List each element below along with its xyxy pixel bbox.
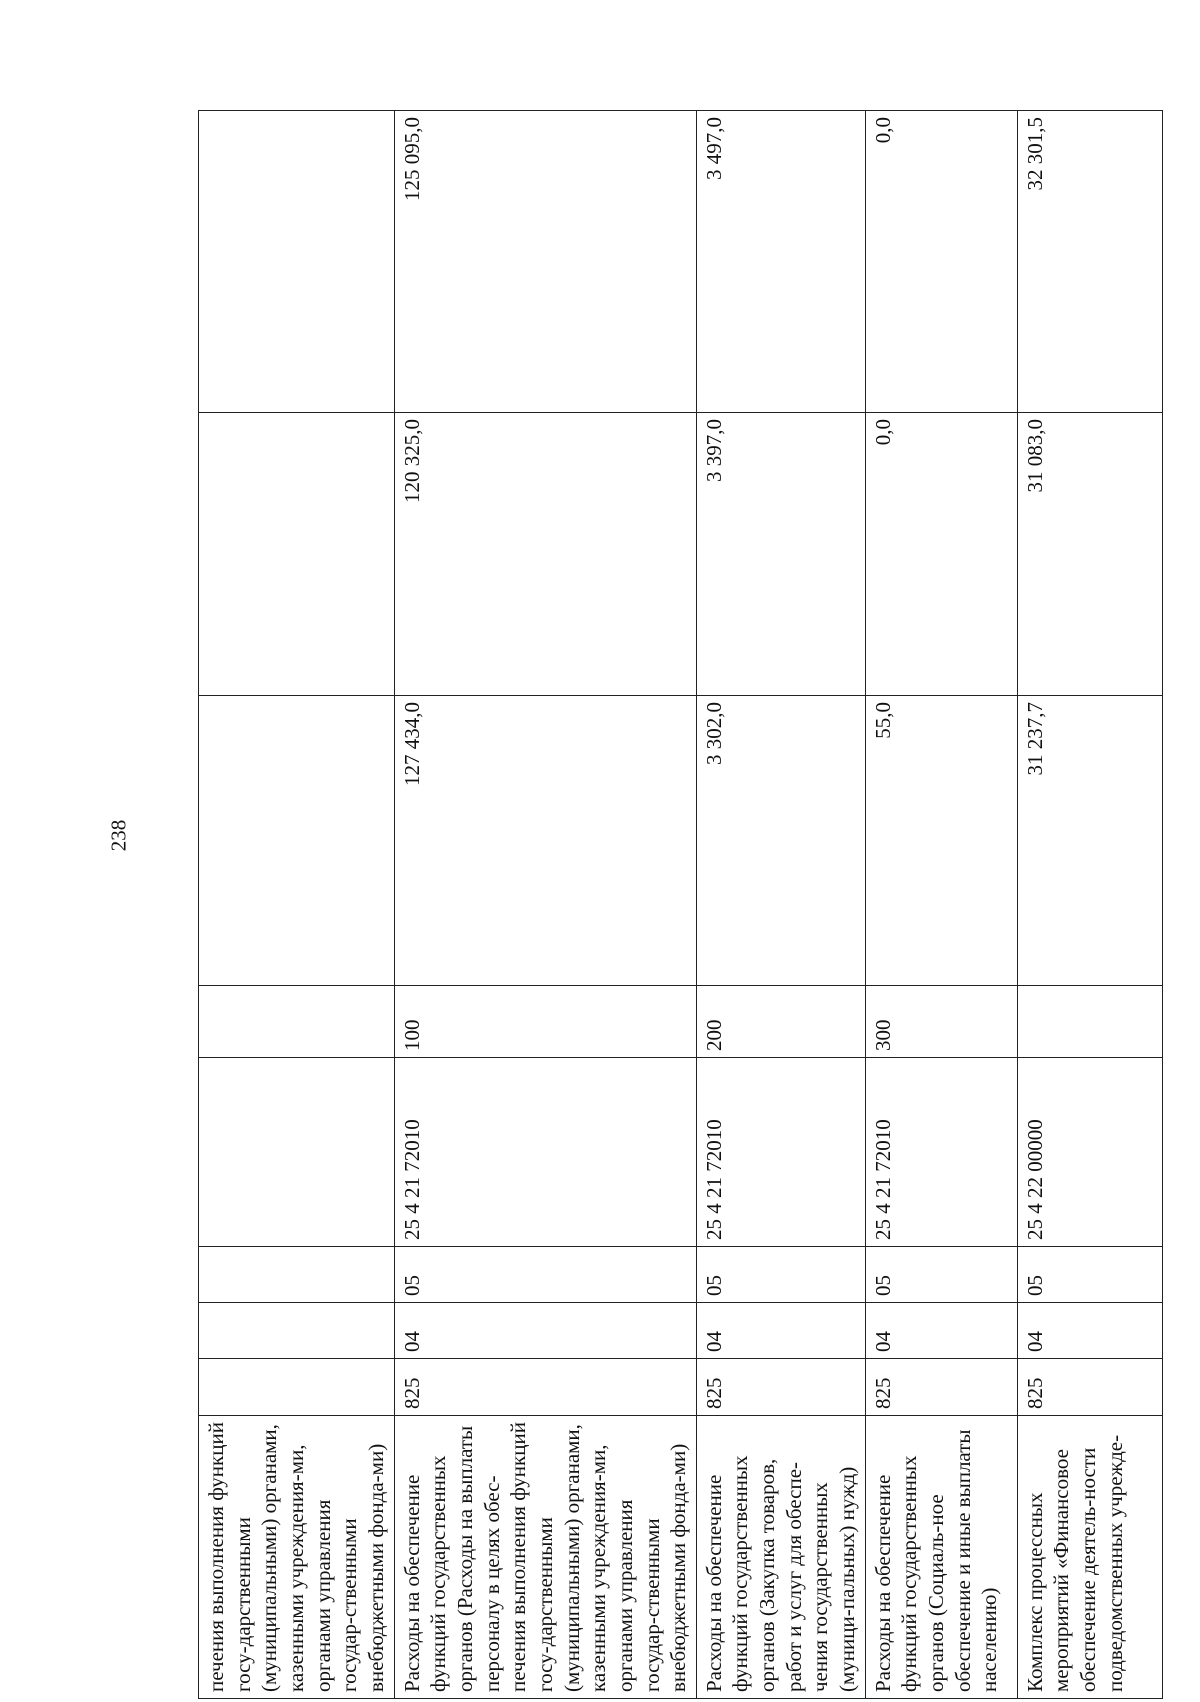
cell-amount-1: 31 237,7 bbox=[1017, 696, 1162, 986]
cell-ministry: 825 bbox=[696, 1359, 865, 1416]
cell-amount-3: 32 301,5 bbox=[1017, 111, 1162, 413]
cell-amount-2: 3 397,0 bbox=[696, 413, 865, 696]
cell-section: 04 bbox=[696, 1303, 865, 1359]
cell-amount-3: 0,0 bbox=[865, 111, 1017, 413]
cell-amount-3 bbox=[199, 111, 395, 413]
table-row bbox=[394, 111, 696, 1699]
cell-expense-type bbox=[1017, 986, 1162, 1058]
cell-ministry: 825 bbox=[394, 1359, 696, 1416]
cell-amount-2: 0,0 bbox=[865, 413, 1017, 696]
cell-section bbox=[199, 1303, 395, 1359]
cell-amount-2: 31 083,0 bbox=[1017, 413, 1162, 696]
cell-target-article: 25 4 21 72010 bbox=[394, 1058, 696, 1247]
cell-target-article bbox=[199, 1058, 395, 1247]
table-row bbox=[865, 111, 1017, 1699]
page-number: 238 bbox=[106, 819, 131, 852]
cell-subsection: 05 bbox=[394, 1247, 696, 1303]
cell-amount-1: 3 302,0 bbox=[696, 696, 865, 986]
cell-description: Расходы на обеспечение функций государственных органов (Социаль-ное обеспечение и иные выплаты населению) bbox=[865, 1416, 1017, 1699]
budget-table bbox=[198, 110, 1163, 1699]
cell-expense-type: 300 bbox=[865, 986, 1017, 1058]
cell-target-article: 25 4 21 72010 bbox=[865, 1058, 1017, 1247]
table-row bbox=[1017, 111, 1162, 1699]
cell-ministry bbox=[199, 1359, 395, 1416]
cell-subsection bbox=[199, 1247, 395, 1303]
cell-subsection: 05 bbox=[696, 1247, 865, 1303]
cell-expense-type bbox=[199, 986, 395, 1058]
cell-section: 04 bbox=[865, 1303, 1017, 1359]
cell-expense-type: 100 bbox=[394, 986, 696, 1058]
cell-amount-3: 125 095,0 bbox=[394, 111, 696, 413]
cell-description: печения выполнения функций госу-дарственными (муниципальными) органами, казенными учреждения-ми, органами управления государ-ственными внебюджетными фонда-ми) bbox=[199, 1416, 395, 1699]
cell-description: Расходы на обеспечение функций государственных органов (Расходы на выплаты персоналу в целях обес-печения выполнения функций госу-дарственными (муниципальными) органами, казенными учреждения-ми, органами управления государ-ственными внебюджетными фонда-ми) bbox=[394, 1416, 696, 1699]
cell-amount-2 bbox=[199, 413, 395, 696]
table-row bbox=[696, 111, 865, 1699]
cell-description: Расходы на обеспечение функций государственных органов (Закупка товаров, работ и услуг для обеспе-чения государственных (муници-пальных) нужд) bbox=[696, 1416, 865, 1699]
cell-target-article: 25 4 22 00000 bbox=[1017, 1058, 1162, 1247]
cell-subsection: 05 bbox=[865, 1247, 1017, 1303]
cell-amount-3: 3 497,0 bbox=[696, 111, 865, 413]
cell-section: 04 bbox=[394, 1303, 696, 1359]
cell-amount-1 bbox=[199, 696, 395, 986]
cell-amount-2: 120 325,0 bbox=[394, 413, 696, 696]
cell-amount-1: 55,0 bbox=[865, 696, 1017, 986]
cell-description: Комплекс процессных мероприятий «Финансовое обеспечение деятель-ности подведомственных учрежде- bbox=[1017, 1416, 1162, 1699]
cell-amount-1: 127 434,0 bbox=[394, 696, 696, 986]
cell-section: 04 bbox=[1017, 1303, 1162, 1359]
cell-target-article: 25 4 21 72010 bbox=[696, 1058, 865, 1247]
cell-expense-type: 200 bbox=[696, 986, 865, 1058]
cell-ministry: 825 bbox=[865, 1359, 1017, 1416]
table-row bbox=[199, 111, 395, 1699]
cell-subsection: 05 bbox=[1017, 1247, 1162, 1303]
budget-table-wrapper bbox=[198, 111, 1127, 1699]
cell-ministry: 825 bbox=[1017, 1359, 1162, 1416]
